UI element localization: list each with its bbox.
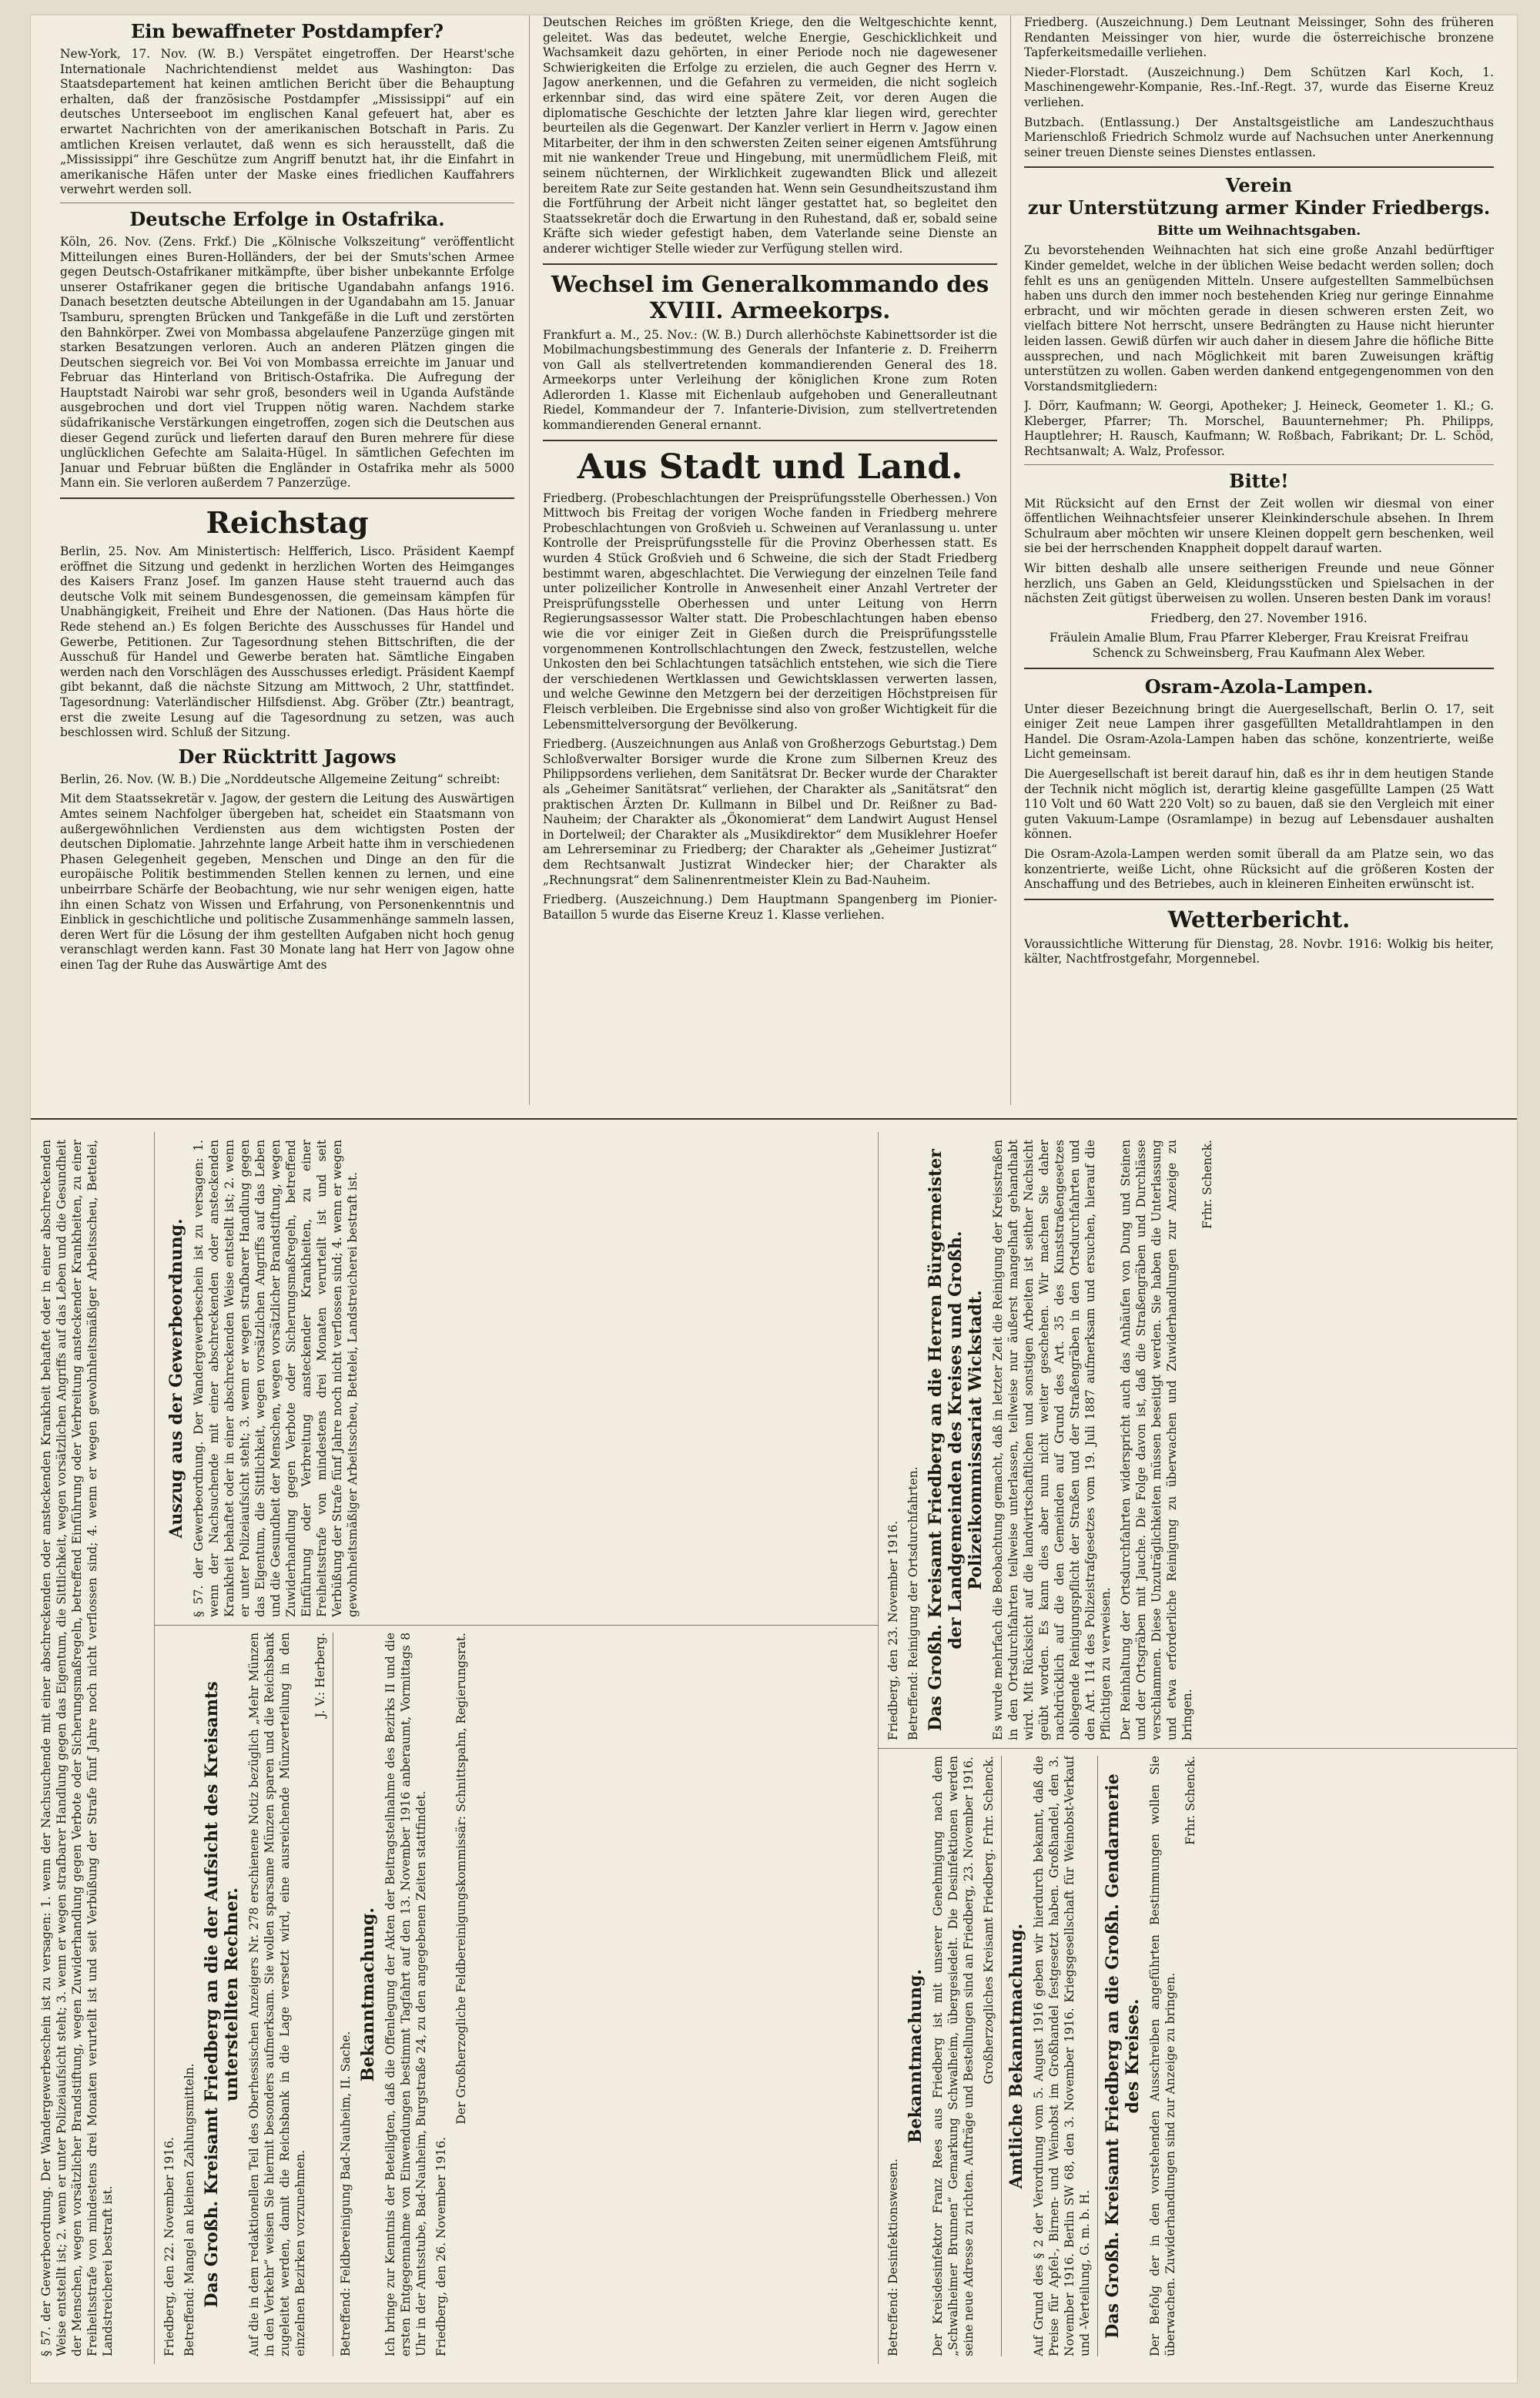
notice-group-middle-top [162, 1140, 870, 1617]
notice-title: Bekanntmachung. [906, 1968, 926, 2144]
article-text: Mit dem Staatssekretär v. Jagow, der gestern die Leitung des Auswärtigen Amtes seinem Nachfolger übergeben hat, scheidet ein Staatsmann von außergewöhnlichen Verdiensten aus dem wichtigsten Posten der deutschen Diplomatie. Jahrzehnte lange Arbeit hatte ihm in verschiedenen Phasen Gelegenheit gegeben, Menschen und Dinge an den für die europäische Politik bestimmenden Stellen kennen zu lernen, und eine unbeirrbare Schärfe der Beobachtung, wie nur sehr wenigen eigen, hatte ihn einen Schatz von Wissen und Erfahrung, von Personenkenntnis und Einblick in geschichtliche und politische Zusammenhänge sammeln lassen, deren Wert für die Lösung der ihm gestellten Aufgaben nicht hoch genug veranschlagt werden kann. Fast 30 Monate lang hat Herr von Jagow ohne einen Tag der Ruhe das Auswärtige Amt des [60, 792, 514, 972]
notice-subject: Betreffend: Feldbereinigung Bad-Nauheim, II. Sache. [339, 2031, 353, 2356]
article-subtitle: Bitte um Weihnachtsgaben. [1157, 223, 1361, 239]
article-text: Berlin, 26. Nov. (W. B.) Die „Norddeutsche Allgemeine Zeitung“ schreibt: [60, 772, 500, 786]
article-text: J. Dörr, Kaufmann; W. Georgi, Apotheker; J. Heineck, Geometer 1. Kl.; G. Kleberger, Pfarrer; Th. Morschel, Bauunternehmer; Ph. Philipps, Hauptlehrer; H. Rausch, Kaufmann; W. Roßbach, Fabrikant; Dr. L. Schöd, Rechtsanwalt; A. Walz, Professor. [1024, 399, 1494, 459]
notice-text: Der Reinhaltung der Ortsdurchfahrten widerspricht auch das Anhäufen von Dung und Steinen und der Ortsgräben mit Jauche. Die Folge davon ist, daß die Straßengräben und Durchlässe verschlammen. Diese Unzuträglichkeiten müssen beseitigt werden. Sie haben die Unterlassung und etwa erforderliche Reinigung zu überwachen und Zuwiderhandlungen zur Anzeige zu bringen. [1119, 1140, 1194, 1740]
notice-date: Friedberg, den 26. November 1916. [434, 2136, 448, 2356]
article-text: Voraussichtliche Witterung für Dienstag, 28. Novbr. 1916: Wolkig bis heiter, kälter, Nachtfrostgefahr, Morgennebel. [1024, 936, 1494, 966]
column-divider [1010, 15, 1011, 1105]
divider [1097, 1756, 1098, 2356]
divider [1001, 1756, 1002, 2356]
article-text: Wir bitten deshalb alle unsere seitherigen Freunde und neue Gönner herzlich, uns Gaben an Geld, Kleidungsstücken und Spielsachen in der nächsten Zeit gütigst überweisen zu wollen. Unseren besten Dank im voraus! [1024, 561, 1494, 606]
divider [154, 1625, 878, 1626]
article-title: Osram-Azola-Lampen. [1144, 675, 1374, 698]
article-title: Wetterbericht. [1167, 906, 1351, 933]
notice-subject: Betreffend: Mangel an kleinen Zahlungsmitteln. [182, 2063, 196, 2356]
divider [543, 440, 997, 441]
article-text: Die Osram-Azola-Lampen werden somit überall da am Platze sein, wo das konzentrierte, weiße Licht, ohne Rücksicht auf die größeren Kosten der Anschaffung und des Betriebes, auch in kleineren Einheiten erwünscht ist. [1024, 846, 1494, 892]
article-text: New-York, 17. Nov. (W. B.) Verspätet eingetroffen. Der Hearst'sche Internationale Nachrichtendienst meldet aus Washington: Das Staatsdepartement hat keinen amtlichen Bericht über die Behauptung erhalten, daß der französische Postdampfer „Mississippi“ auf ein deutsches Unterseeboot im englischen Kanal gefeuert hat, aber es erwartet Nachrichten von der amerikanischen Botschaft in Paris. Zu amtlichen Kreisen verlautet, daß wenn es sich herausstellt, daß die „Mississippi“ ihre Geschütze zum Angriff benutzt hat, ihr die Einfahrt in amerikanische Häfen unter der Maske eines friedlichen Kauffahrers verwehrt werden soll. [60, 47, 514, 197]
notice-title: Bekanntmachung. [358, 1907, 378, 2082]
article-title: Wechsel im Generalkommando des [551, 270, 989, 297]
article-text: Friedberg. (Auszeichnungen aus Anlaß von Großherzogs Geburtstag.) Dem Schloßverwalter Borsiger wurde die Krone zum Silbernen Kreuz des Philippsordens verliehen, dem Sanitätsrat Dr. Becker wurde der Charakter als „Geheimer Sanitätsrat“ verliehen, der Charakter als „Sanitätsrat“ den praktischen Ärzten Dr. Kullmann in Bilbel und Dr. Reißner zu Bad-Nauheim; der Charakter als „Ökonomierat“ dem Landwirt August Hensel in Dortelweil; der Charakter als „Musikdirektor“ dem Musiklehrer Hoefer am Lehrerseminar zu Friedberg; der Charakter als „Geheimer Justizrat“ dem Rechtsanwalt Justizrat Windecker hier; der Charakter als „Rechnungsrat“ dem Salinenrentmeister Klein zu Bad-Nauheim. [543, 737, 997, 887]
column-2 [543, 15, 997, 1105]
notice-signature: J. V.: Herberg. [313, 1633, 327, 1718]
article-title: Verein [1225, 174, 1293, 197]
divider [60, 497, 514, 499]
article-text: Unter dieser Bezeichnung bringt die Auergesellschaft, Berlin O. 17, seit einiger Zeit neue Lampen ihrer gasgefüllten Metalldrahtlampen in den Handel. Die Osram-Azola-Lampen haben das schöne, konzentrierte, weiße Licht gemeinsam. [1024, 702, 1494, 762]
article-title: Deutsche Erfolge in Ostafrika. [129, 207, 445, 230]
column-1 [60, 15, 514, 1105]
article-title-line2: XVIII. Armeekorps. [649, 296, 891, 323]
article-text: Friedberg. (Auszeichnung.) Dem Leutnant Meissinger, Sohn des früheren Rendanten Meissinger von hier, wurde die österreichische bronzene Tapferkeitsmedaille verliehen. [1024, 15, 1494, 60]
divider [1024, 166, 1494, 168]
notice-group-right-bottom [886, 1756, 1502, 2356]
notice-text: Der Befolg der in den vorstehenden Ausschreiben angeführten Bestimmungen wollen Sie überwachen. Zuwiderhandlungen sind zur Anzeige zu bringen. [1148, 1756, 1177, 2356]
column-3 [1024, 15, 1494, 1105]
notice-text: Es wurde mehrfach die Beobachtung gemacht, daß in letzter Zeit die Reinigung der Kreisstraßen in den Ortsdurchfahrten teilweise unterlassen, teilweise nur äußerst mangelhaft gehandhabt wird. Mit Rücksicht auf die landwirtschaftlichen und sonstigen Arbeiten ist seither Nachsicht geübt worden. Es kann dies aber nun nicht weiter geschehen. Wir machen Sie daher nachdrücklich auf die den Gemeinden auf Grund des Art. 35 des Kunststraßengesetzes obliegende Reinigungspflicht der Straßen und der Straßengräben in den Ortsdurchfahrten und den Art. 114 des Polizeistrafgesetzes vom 19. Juli 1887 aufmerksam und ersuchen, hierauf die Pflichtigen zu verweisen. [991, 1140, 1113, 1740]
article-text: Deutschen Reiches im größten Kriege, den die Weltgeschichte kennt, geleitet. Was das bedeutet, welche Energie, Geschicklichkeit und Wachsamkeit dazu gehörten, in einer Periode noch nie dagewesener Schwierigkeiten die Erfolge zu erzielen, die auch Gegner des Herrn v. Jagow anerkennen, und die Gefahren zu vermeiden, die nicht sogleich erkennbar sind, das wird eine spätere Zeit, vor deren Augen die diplomatische Geschichte der letzten Jahre klar liegen wird, gerechter beurteilen als die Gegenwart. Der Kanzler verliert in Herrn v. Jagow einen Mitarbeiter, der ihm in den schwersten Zeiten seiner eigenen Amtsführung mit nie wankender Treue und Hingebung, mit unermüdlichem Fleiß, mit seinem nüchternen, der Wirklichkeit zugewandten Blick und allezeit bereitem Rate zur Seite gestanden hat. Wenn sein Gesundheitszustand ihm die Fortführung der Arbeit nicht länger gestattet hat, so begleitet den Staatssekretär doch die Erwartung in den Ruhestand, daß er, sobald seine Kräfte sich wieder gefestigt haben, dem Vaterlande seine Dienste an anderer wichtiger Stelle wieder zur Verfügung stellen wird. [543, 15, 997, 256]
article-text: Berlin, 25. Nov. Am Ministertisch: Helfferich, Lisco. Präsident Kaempf eröffnet die Sitzung und gedenkt in herzlichen Worten des Heimganges des Kaisers Franz Josef. Im ganzen Hause steht trauernd auch das deutsche Volk mit seinem Bundesgenossen, die gemeinsam kämpfen für Unabhängigkeit, Freiheit und Ehre der Nationen. (Das Haus hörte die Rede stehend an.) Es folgen Berichte des Ausschusses für Handel und Gewerbe, Petitionen. Zur Tagesordnung stehen Bittschriften, die der Ausschuß für Handel und Gewerbe beraten hat. Sämtliche Eingaben werden nach den Vorschlägen des Ausschusses erledigt. Präsident Kaempf gibt bekannt, daß die nächste Sitzung am Mittwoch, 2 Uhr, stattfindet. Tagesordnung: Vaterländischer Hilfsdienst. Abg. Gröber (Ztr.) beantragt, erst die zweite Lesung auf die Tagesordnung zu setzen, was auch beschlossen wird. Schluß der Sitzung. [60, 544, 514, 740]
article-text: Zu bevorstehenden Weihnachten hat sich eine große Anzahl bedürftiger Kinder gemeldet, welche in der üblichen Weise bedacht werden sollen; doch fehlt es uns an genügenden Mitteln. Unsere aufgestellten Sammelbüchsen haben uns durch den immer noch bestehenden Krieg nur geringe Einnahme erbracht, und wir möchten gerade in diesen schweren ersten Zeit, wo vielfach bittere Not herrscht, unsere Bedrängten zu Hause nicht hierunter leiden lassen. Gewiß dürfen wir auch daher in diesem Jahre die höfliche Bitte aussprechen, und nach Möglichkeit mit baren Zuweisungen kräftig unterstützen zu wollen. Gaben werden dankend entgegengenommen von den Vorstandsmitgliedern: [1024, 243, 1494, 394]
column-divider [529, 15, 530, 1105]
article-text: Köln, 26. Nov. (Zens. Frkf.) Die „Kölnische Volkszeitung“ veröffentlicht Mitteilungen eines Buren-Holländers, der bei der Smuts'schen Armee gegen Deutsch-Ostafrikaner mitkämpfte, über bisher unbekannte Erfolge unserer Ostafrikaner gegen die britische Ugandabahn anfangs 1916. Danach besetzten deutsche Abteilungen in der Ugandabahn am 15. Januar Tsamburu, sprengten Brücken und Tankgefäße in die Luft und zerstörten den Bahnkörper. Zwei von Mombassa abgelaufene Panzerzüge gingen mit starken Besatzungen verloren. Auch an anderen Plätzen gingen die Deutschen siegreich vor. Bei Voi von Mombassa erreichte im Januar und Februar das Hinterland von Britisch-Ostafrika. Die Aufregung der Hauptstadt Nairobi war sehr groß, besonders weil in Uganda Aufstände ausgebrochen und dort viel Truppen nötig waren. Nachdem starke südafrikanische Verstärkungen eingetroffen, zogen sich die Deutschen aus dieser Gegend zurück und lieferten darauf den Buren mehrere für diese unglücklichen Gefechte am Salaita-Hügel. In sämtlichen Gefechten im Januar und Februar büßten die Engländer in Ostafrika mehr als 5000 Mann ein. Sie verloren außerdem 7 Panzerzüge. [60, 234, 514, 491]
divider [1024, 668, 1494, 669]
article-date: Friedberg, den 27. November 1916. [1150, 611, 1368, 625]
notice-title: Das Großh. Kreisamt Friedberg an die Herren Bürgermeister der Landgemeinden des Kreises und Großh. Polizeikommissariat Wickstadt. [926, 1149, 986, 1731]
notice-group-left-strip [38, 1140, 150, 2356]
notice-text: § 57. der Gewerbeordnung. Der Wandergewerbeschein ist zu versagen: 1. wenn der Nachsuchende mit einer abschreckenden oder ansteckenden Krankheit behaftet oder in einer abschreckenden Weise entstellt ist; 2. wenn er unter Polizeiaufsicht steht; 3. wenn er wegen strafbarer Handlung gegen das Eigentum, die Sittlichkeit, wegen vorsätzlichen Angriffs auf das Leben und die Gesundheit der Menschen, wegen vorsätzlicher Brandstiftung, wegen Zuwiderhandlung gegen Verbote oder Sicherungsmaßregeln, betreffend Einführung oder Verbreitung ansteckender Krankheiten, zu einer Freiheitsstrafe von mindestens drei Monaten verurteilt ist und seit Verbüßung der Strafe fünf Jahre noch nicht verflossen sind; 4. wenn er wegen gewohnheitsmäßiger Arbeitsscheu, Bettelei, Landstreicherei bestraft ist. [192, 1140, 360, 1617]
article-title: Bitte! [1229, 469, 1289, 492]
notice-subject: Betreffend: Reinigung der Ortsdurchfahrten. [906, 1466, 920, 1740]
article-title: Der Rücktritt Jagows [178, 745, 397, 768]
notice-subject: Betreffend: Desinfektionswesen. [886, 2159, 900, 2356]
notice-text: § 57. der Gewerbeordnung. Der Wandergewerbeschein ist zu versagen: 1. wenn der Nachsuchende mit einer abschreckenden oder ansteckenden Krankheit behaftet oder in einer abschreckenden Weise entstellt ist; 2. wenn er unter Polizeiaufsicht steht; 3. wenn er wegen strafbarer Handlung gegen das Eigentum, die Sittlichkeit, wegen vorsätzlichen Angriffs auf das Leben und die Gesundheit der Menschen, wegen vorsätzlicher Brandstiftung, wegen Zuwiderhandlung gegen Verbote oder Sicherungsmaßregeln, betreffend Einführung oder Verbreitung ansteckender Krankheiten, zu einer Freiheitsstrafe von mindestens drei Monaten verurteilt ist und seit Verbüßung der Strafe fünf Jahre noch nicht verflossen sind; 4. wenn er wegen gewohnheitsmäßiger Arbeitsscheu, Bettelei, Landstreicherei bestraft ist. [39, 1140, 115, 2356]
column-divider [154, 1132, 155, 2364]
section-title: Reichstag [206, 505, 369, 541]
divider [1024, 899, 1494, 900]
article-text: Nieder-Florstadt. (Auszeichnung.) Dem Schützen Karl Koch, 1. Maschinengewehr-Kompanie, Res.-Inf.-Regt. 37, wurde das Eiserne Kreuz verliehen. [1024, 65, 1494, 109]
notice-signature: Der Großherzogliche Feldbereinigungskommissär: Schnittspahn, Regierungsrat. [454, 1633, 468, 2125]
notice-signature: Frhr. Schenck. [1200, 1140, 1214, 1229]
upper-columns [31, 15, 1517, 1105]
official-notices [31, 1132, 1517, 2364]
article-signatories: Fräulein Amalie Blum, Frau Pfarrer Kleberger, Frau Kreisrat Freifrau Schenck zu Schweinsberg, Frau Kaufmann Alex Weber. [1049, 631, 1469, 660]
article-text: Friedberg. (Auszeichnung.) Dem Hauptmann Spangenberg im Pionier-Bataillon 5 wurde das Eiserne Kreuz 1. Klasse verliehen. [543, 893, 997, 922]
article-title: Ein bewaffneter Postdampfer? [130, 20, 444, 42]
notice-group-right-top [886, 1140, 1502, 1740]
notice-signature: Großherzogliches Kreisamt Friedberg. Frhr. Schenck. [982, 1756, 996, 2085]
notice-text: Auf Grund des § 2 der Verordnung vom 5. August 1916 geben wir hierdurch bekannt, daß die Preise für Apfel-, Birnen- und Weinobst im Großhandel festgesetzt haben. Großhandel, den 3. November 1916. Berlin SW 68, den 3. November 1916. Kriegsgesellschaft für Weinobst-Verkauf und -Verteilung, G. m. b. H. [1032, 1756, 1092, 2356]
notice-title: Das Großh. Kreisamt Friedberg an die der Aufsicht des Kreisamts unterstellten Rechner. [202, 1681, 242, 2308]
notice-title: Auszug aus der Gewerbeordnung. [166, 1218, 186, 1539]
divider [1024, 464, 1494, 465]
notice-group-middle-bottom [162, 1633, 870, 2356]
notice-date: Friedberg, den 23. November 1916. [886, 1520, 900, 1740]
notice-title: Amtliche Bekanntmachung. [1006, 1923, 1026, 2189]
section-divider [31, 1118, 1517, 1120]
section-title: Aus Stadt und Land. [577, 447, 963, 487]
article-text: Die Auergesellschaft ist bereit darauf hin, daß es ihr in dem heutigen Stande der Technik nicht möglich ist, derartig kleine gasgefüllte Lampen (25 Watt 110 Volt und 60 Watt 220 Volt) so zu bauen, daß sie den Vergleich mit einer guten Vakuum-Lampe (Osramlampe) in bezug auf Lebensdauer aushalten können. [1024, 766, 1494, 842]
article-text: Friedberg. (Probeschlachtungen der Preisprüfungsstelle Oberhessen.) Von Mittwoch bis Freitag der vorigen Woche fanden in Friedberg mehrere Probeschlachtungen von Großvieh u. Schweinen auf Veranlassung u. unter Kontrolle der Preisprüfungsstelle für die Provinz Oberhessen statt. Es wurden 4 Stück Großvieh und 6 Schweine, die sich der Stadt Friedberg bestimmt waren, abgeschlachtet. Die Verwiegung der einzelnen Teile fand unter polizeilicher Kontrolle in Anwesenheit einer Anzahl Vertreter der Preisprüfungsstelle Oberhessen und unter Leitung von Herrn Regierungsassessor Walter statt. Die Probeschlachtungen haben ebenso wie die vor einiger Zeit in Gießen durch die Preisprüfungsstelle vorgenommenen Kontrollschlachtungen den Zweck, festzustellen, welche Unkosten den bei Schlachtungen tatsächlich entstehen, wie sich die Tiere der verschiedenen Wertklassen und Gewichtsklassen verwerten lassen, und welche Gewinne den Metzgern bei der derzeitigen Höchstpreisen für Fleisch verbleiben. Die Ergebnisse sind also von großer Wichtigkeit für die Lebensmittelversorgung der Bevölkerung. [543, 491, 997, 732]
article-text: Mit Rücksicht auf den Ernst der Zeit wollen wir diesmal von einer öffentlichen Weihnachtsfeier unserer Kleinkinderschule absehen. In Ihrem Schulraum aber möchten wir unsere Kleinen doppelt gern beschenken, weil sie bei der herrschenden Knappheit doppelt darauf warten. [1024, 496, 1494, 556]
notice-text: Auf die in dem redaktionellen Teil des Oberhessischen Anzeigers Nr. 278 erschienene Notiz bezüglich „Mehr Münzen in den Verkehr“ weisen Sie hiermit besonders aufmerksam. Sie wollen sparsame Münzen sparen und die Reichsbank zugeleitet werden, damit die Reichsbank in die Lage versetzt wird, eine ausreichende Münzverteilung in den einzelnen Bezirken vorzunehmen. [247, 1633, 307, 2356]
divider [543, 263, 997, 265]
notice-text: Ich bringe zur Kenntnis der Beteiligten, daß die Offenlegung der Akten der Beitragsteilnahme des Bezirks II und die ersten Entgegennahme von Einwendungen bestimmt Tagfahrt auf den 13. November 1916 anberaumt, Vormittags 8 Uhr in der Amtsstube, Bad-Nauheim, Burgstraße 24, zu den angegebenen Zeiten stattfindet. [383, 1633, 428, 2356]
article-text: Frankfurt a. M., 25. Nov.: (W. B.) Durch allerhöchste Kabinettsorder ist die Mobilmachungsbestimmung des Generals der Infanterie z. D. Freiherrn von Gall als stellvertretenden kommandierenden General des 18. Armeekorps unter Verleihung der königlichen Krone zum Roten Adlerorden 1. Klasse mit Eichenlaub aufgehoben und Generalleutnant Riedel, Kommandeur der 7. Infanterie-Division, zum stellvertretenden kommandierenden General ernannt. [543, 327, 997, 433]
notice-signature: Frhr. Schenck. [1183, 1756, 1197, 1845]
article-title-line2: zur Unterstützung armer Kinder Friedbergs. [1027, 196, 1491, 219]
notice-text: Der Kreisdesinfektor Franz Rees aus Friedberg ist mit unserer Genehmigung nach dem „Schwalheimer Brunnen“ Gemarkung Schwalheim, übergesiedelt. Die Desinfektionen werden seine neue Adresse zu richten. Aufträge und Bestellungen sind an Friedberg, 23. November 1916. [931, 1756, 976, 2356]
notice-date: Friedberg, den 22. November 1916. [162, 2136, 176, 2356]
divider [878, 1748, 1517, 1749]
notice-title: Das Großh. Kreisamt Friedberg an die Großh. Gendarmerie des Kreises. [1103, 1773, 1143, 2339]
article-text: Butzbach. (Entlassung.) Der Anstaltsgeistliche am Landeszuchthaus Marienschloß Friedrich Schmolz wurde auf Nachsuchen unter Anerkennung seiner treuen Dienste seines Dienstes entlassen. [1024, 115, 1494, 159]
